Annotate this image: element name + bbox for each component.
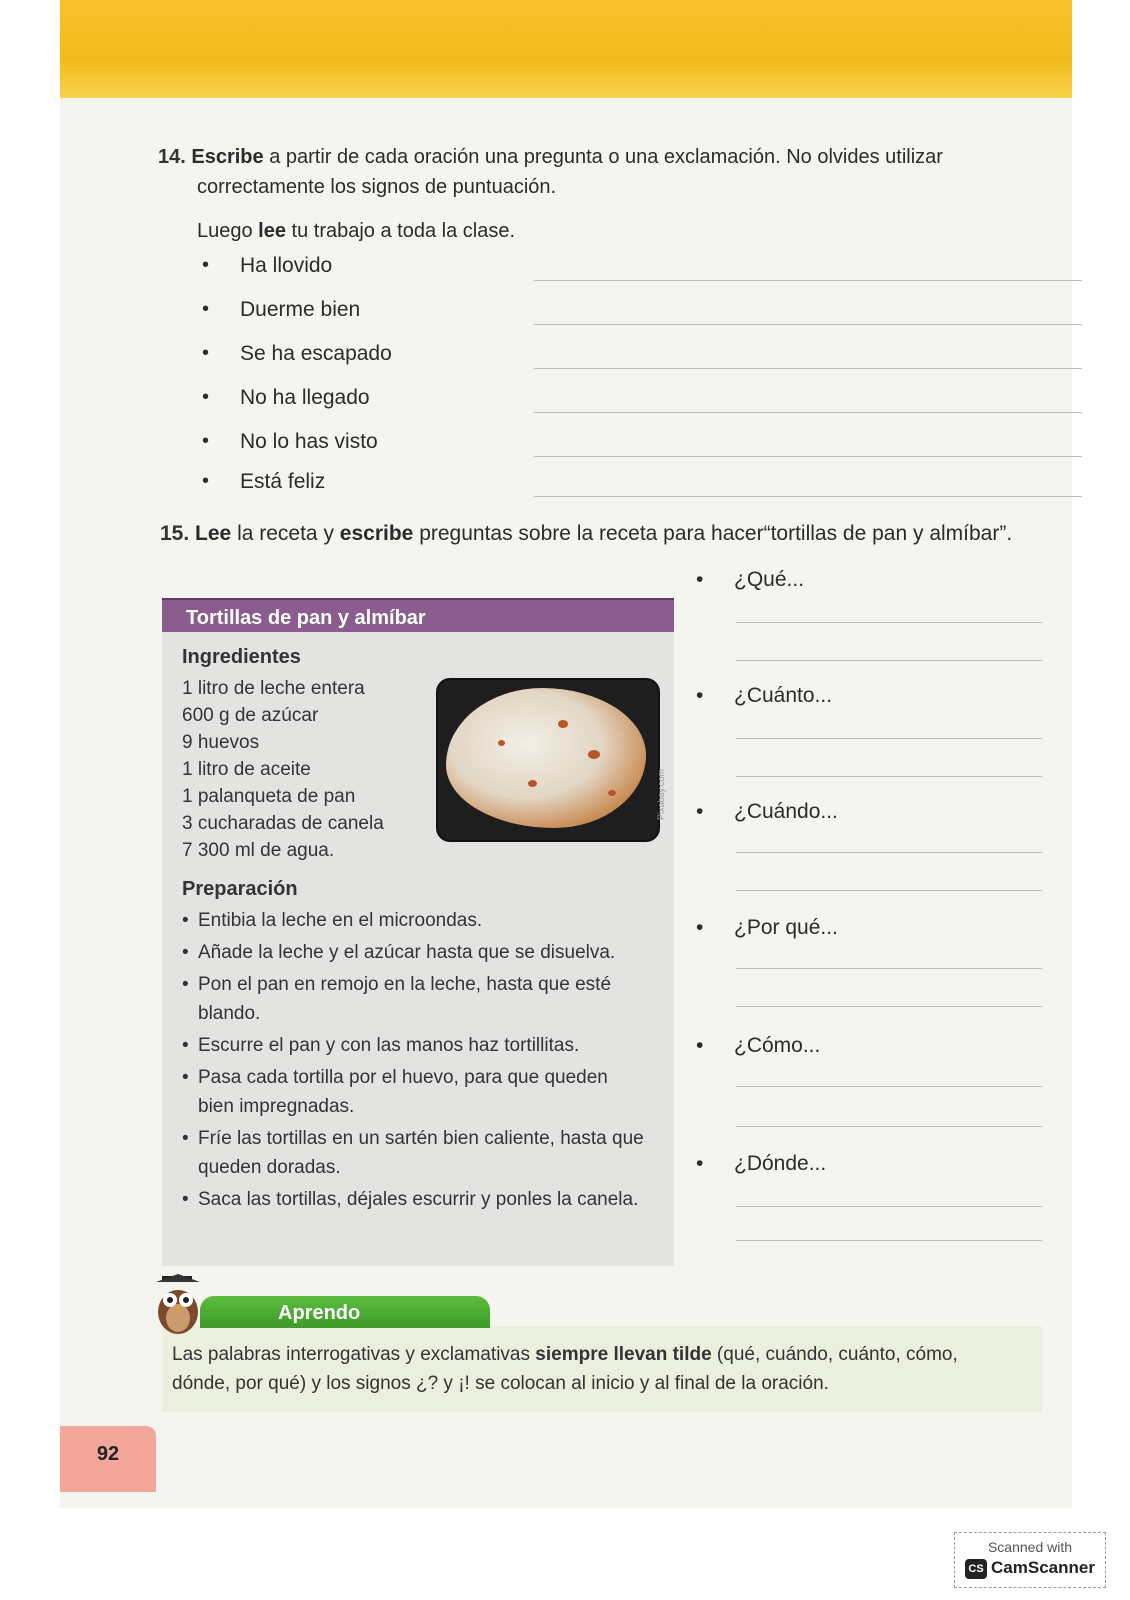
browned-spot bbox=[588, 750, 600, 759]
answer-row-3 bbox=[202, 342, 1082, 372]
textbook-page bbox=[60, 0, 1072, 1508]
question-text: ¿Cómo... bbox=[734, 1034, 821, 1057]
answer-row-2 bbox=[202, 298, 1082, 328]
aprendo-highlight: siempre llevan tilde bbox=[535, 1344, 712, 1365]
bullet-icon: • bbox=[696, 568, 704, 591]
question-text: ¿Dónde... bbox=[734, 1152, 827, 1175]
aprendo-text bbox=[172, 1340, 1034, 1398]
bullet-icon: • bbox=[182, 910, 189, 931]
sentence-prompt: Está feliz bbox=[240, 470, 326, 493]
owl-icon bbox=[152, 1274, 204, 1336]
photo-credit: Pixabay.com bbox=[656, 769, 666, 820]
scanner-caption: Scanned with bbox=[987, 1539, 1073, 1555]
aprendo-text-b: (qué, cuándo, cuánto, cómo, bbox=[711, 1344, 958, 1365]
answer-row-5 bbox=[202, 430, 1082, 460]
bullet-icon: • bbox=[202, 386, 210, 408]
keyword-escribe: Escribe bbox=[191, 146, 264, 168]
ingredient-item: 1 palanqueta de pan bbox=[182, 786, 356, 807]
step-text: Escurre el pan y con las manos haz tortillitas. bbox=[198, 1035, 580, 1056]
answer-line[interactable] bbox=[534, 496, 1082, 497]
answer-line[interactable] bbox=[736, 622, 1042, 623]
keyword-lee: lee bbox=[258, 220, 286, 242]
bullet-icon: • bbox=[696, 684, 704, 707]
exercise-15-instruction bbox=[160, 522, 1060, 546]
bullet-icon: • bbox=[696, 1152, 704, 1175]
answer-row-4 bbox=[202, 386, 1082, 416]
step-text: queden doradas. bbox=[198, 1157, 341, 1178]
ingredient-item: 1 litro de leche entera bbox=[182, 678, 365, 699]
preparation-heading: Preparación bbox=[182, 878, 298, 900]
line3-text-a: Luego bbox=[197, 220, 259, 242]
answer-line[interactable] bbox=[736, 1086, 1042, 1087]
step-text: Saca las tortillas, déjales escurrir y ponles la canela. bbox=[198, 1189, 639, 1210]
answer-line[interactable] bbox=[736, 1006, 1042, 1007]
aprendo-label: Aprendo bbox=[200, 1296, 490, 1328]
bullet-icon: • bbox=[202, 430, 210, 452]
exercise-14-line2: correctamente los signos de puntuación. bbox=[197, 176, 557, 198]
exercise-15-number: 15. bbox=[160, 522, 190, 545]
exercise-14-number: 14. bbox=[158, 146, 186, 168]
keyword-lee: Lee bbox=[195, 522, 232, 545]
keyword-escribe: escribe bbox=[339, 522, 414, 545]
bullet-icon: • bbox=[696, 800, 704, 823]
sentence-prompt: Duerme bien bbox=[240, 298, 361, 321]
bullet-icon: • bbox=[182, 1067, 189, 1088]
ingredient-item: 1 litro de aceite bbox=[182, 759, 311, 780]
browned-spot bbox=[498, 740, 505, 746]
bullet-icon: • bbox=[696, 916, 704, 939]
browned-spot bbox=[528, 780, 537, 787]
answer-line[interactable] bbox=[534, 412, 1082, 413]
scanner-name: CamScanner bbox=[991, 1558, 1095, 1577]
answer-line[interactable] bbox=[736, 1126, 1042, 1127]
ingredient-item: 7 300 ml de agua. bbox=[182, 840, 335, 861]
camscanner-logo-icon: CS bbox=[965, 1559, 987, 1579]
ingredients-heading: Ingredientes bbox=[182, 646, 301, 668]
answer-line[interactable] bbox=[534, 324, 1082, 325]
sentence-prompt: No ha llegado bbox=[240, 386, 370, 409]
bullet-icon: • bbox=[202, 342, 210, 364]
bullet-icon: • bbox=[202, 298, 210, 320]
browned-spot bbox=[558, 720, 568, 728]
question-text: ¿Cuándo... bbox=[734, 800, 838, 823]
step-text: Entibia la leche en el microondas. bbox=[198, 910, 483, 931]
ingredient-item: 3 cucharadas de canela bbox=[182, 813, 384, 834]
answer-line[interactable] bbox=[736, 1240, 1042, 1241]
bullet-icon: • bbox=[182, 974, 189, 995]
line3-text-b: tu trabajo a toda la clase. bbox=[285, 220, 516, 242]
exercise-14-instruction bbox=[158, 142, 1058, 173]
exercise-14-line1: a partir de cada oración una pregunta o una exclamación. No olvides utilizar bbox=[263, 146, 943, 168]
step-text: Pon el pan en remojo en la leche, hasta que esté bbox=[198, 974, 612, 995]
step-text: Pasa cada tortilla por el huevo, para que queden bbox=[198, 1067, 608, 1088]
exercise-14-line3 bbox=[197, 216, 1057, 247]
question-text: ¿Qué... bbox=[734, 568, 805, 591]
bullet-icon: • bbox=[696, 1034, 704, 1057]
question-text: ¿Por qué... bbox=[734, 916, 838, 939]
browned-spot bbox=[608, 790, 616, 796]
page-number: 92 bbox=[60, 1426, 156, 1492]
answer-row-1 bbox=[202, 254, 1082, 284]
bullet-icon: • bbox=[182, 1128, 189, 1149]
answer-line[interactable] bbox=[736, 852, 1042, 853]
answer-row-6 bbox=[202, 470, 1082, 500]
answer-line[interactable] bbox=[534, 456, 1082, 457]
step-text: bien impregnadas. bbox=[198, 1096, 355, 1117]
answer-line[interactable] bbox=[736, 1206, 1042, 1207]
answer-line[interactable] bbox=[534, 280, 1082, 281]
aprendo-text-a: Las palabras interrogativas y exclamativas bbox=[172, 1344, 536, 1365]
camscanner-watermark bbox=[954, 1532, 1106, 1588]
bullet-icon: • bbox=[202, 254, 210, 276]
sentence-prompt: Ha llovido bbox=[240, 254, 333, 277]
sentence-prompt: Se ha escapado bbox=[240, 342, 392, 365]
ingredient-item: 9 huevos bbox=[182, 732, 260, 753]
answer-line[interactable] bbox=[534, 368, 1082, 369]
bullet-icon: • bbox=[182, 1189, 189, 1210]
scanner-brand bbox=[955, 1558, 1105, 1579]
exercise-15-text-2: preguntas sobre la receta para hacer“tortillas de pan y almíbar”. bbox=[413, 522, 1013, 545]
bullet-icon: • bbox=[182, 1035, 189, 1056]
ingredient-item: 600 g de azúcar bbox=[182, 705, 319, 726]
bullet-icon: • bbox=[182, 942, 189, 963]
aprendo-text-line2: dónde, por qué) y los signos ¿? y ¡! se colocan al inicio y al final de la oración. bbox=[172, 1373, 829, 1394]
step-text: Fríe las tortillas en un sartén bien caliente, hasta que bbox=[198, 1128, 644, 1149]
sentence-prompt: No lo has visto bbox=[240, 430, 378, 453]
answer-line[interactable] bbox=[736, 660, 1042, 661]
bullet-icon: • bbox=[202, 470, 210, 492]
recipe-title: Tortillas de pan y almíbar bbox=[162, 598, 674, 632]
tortilla-photo bbox=[436, 678, 660, 842]
answer-line[interactable] bbox=[736, 890, 1042, 891]
tortilla-image bbox=[446, 688, 646, 828]
step-text: Añade la leche y el azúcar hasta que se disuelva. bbox=[198, 942, 616, 963]
exercise-15-text-1: la receta y bbox=[231, 522, 340, 545]
answer-line[interactable] bbox=[736, 968, 1042, 969]
step-text: blando. bbox=[198, 1003, 261, 1024]
answer-line[interactable] bbox=[736, 776, 1042, 777]
header-color-band bbox=[60, 0, 1072, 98]
question-text: ¿Cuánto... bbox=[734, 684, 833, 707]
answer-line[interactable] bbox=[736, 738, 1042, 739]
